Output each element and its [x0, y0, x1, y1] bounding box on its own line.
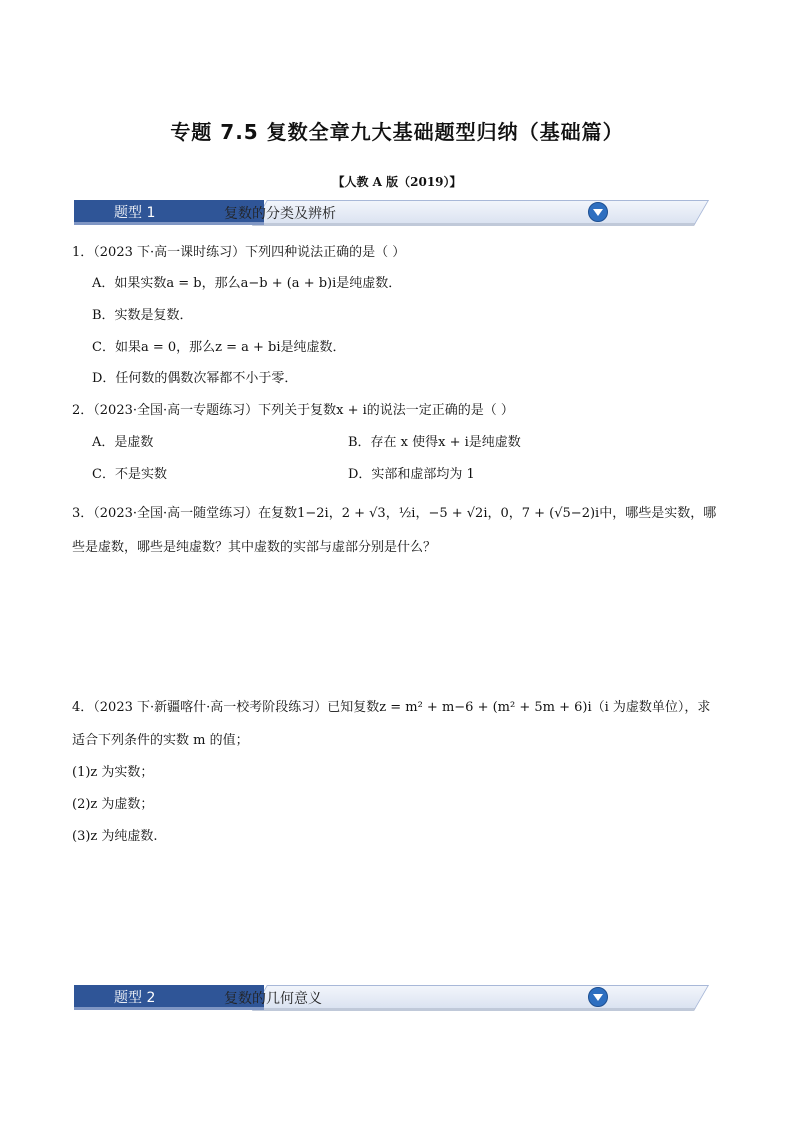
chevron-down-icon[interactable]: [588, 987, 608, 1007]
question-2-option-c: C．不是实数: [92, 467, 167, 482]
question-2-stem: 2．（2023·全国·高一专题练习）下列关于复数x + i的说法一定正确的是（ ）: [72, 403, 514, 418]
question-2-option-a: A．是虚数: [92, 435, 154, 450]
question-1-stem: 1．（2023 下·高一课时练习）下列四种说法正确的是（ ）: [72, 245, 406, 260]
question-2-option-b: B．存在 x 使得x + i是纯虚数: [348, 435, 521, 450]
edition-label: 【人教 A 版（2019）】: [332, 175, 462, 189]
question-4-line-1: 4．（2023 下·新疆喀什·高一校考阶段练习）已知复数z = m² + m−6 + (m² + 5m + 6)i（i 为虚数单位），求: [72, 700, 711, 715]
section-banner-2: [74, 985, 618, 1011]
section-topic: 复数的几何意义: [224, 991, 322, 1007]
page-title: 专题 7.5 复数全章九大基础题型归纳（基础篇）: [170, 120, 624, 144]
question-4-line-2: 适合下列条件的实数 m 的值；: [72, 733, 249, 748]
question-1-option-a: A．如果实数a = b，那么a−b + (a + b)i是纯虚数．: [92, 276, 402, 291]
question-3-line-2: 些是虚数，哪些是纯虚数？其中虚数的实部与虚部分别是什么？: [72, 540, 437, 555]
section-topic: 复数的分类及辨析: [224, 206, 336, 222]
section-number: 题型 2: [114, 990, 156, 1006]
section-banner-1: [74, 200, 618, 226]
question-1-option-b: B．实数是复数．: [92, 308, 193, 323]
question-4-part-1: (1)z 为实数；: [72, 765, 154, 780]
question-3-line-1: 3．（2023·全国·高一随堂练习）在复数1−2i，2 + √3，½i，−5 + √2i，0，7 + (√5−2)i中，哪些是实数，哪: [72, 506, 717, 521]
question-1-option-d: D．任何数的偶数次幂都不小于零．: [92, 371, 298, 386]
question-1-option-c: C．如果a = 0，那么z = a + bi是纯虚数．: [92, 340, 346, 355]
question-2-option-d: D．实部和虚部均为 1: [348, 467, 475, 482]
question-4-part-3: (3)z 为纯虚数.: [72, 829, 158, 844]
question-4-part-2: (2)z 为虚数；: [72, 797, 154, 812]
chevron-down-icon[interactable]: [588, 202, 608, 222]
section-number: 题型 1: [114, 205, 156, 221]
